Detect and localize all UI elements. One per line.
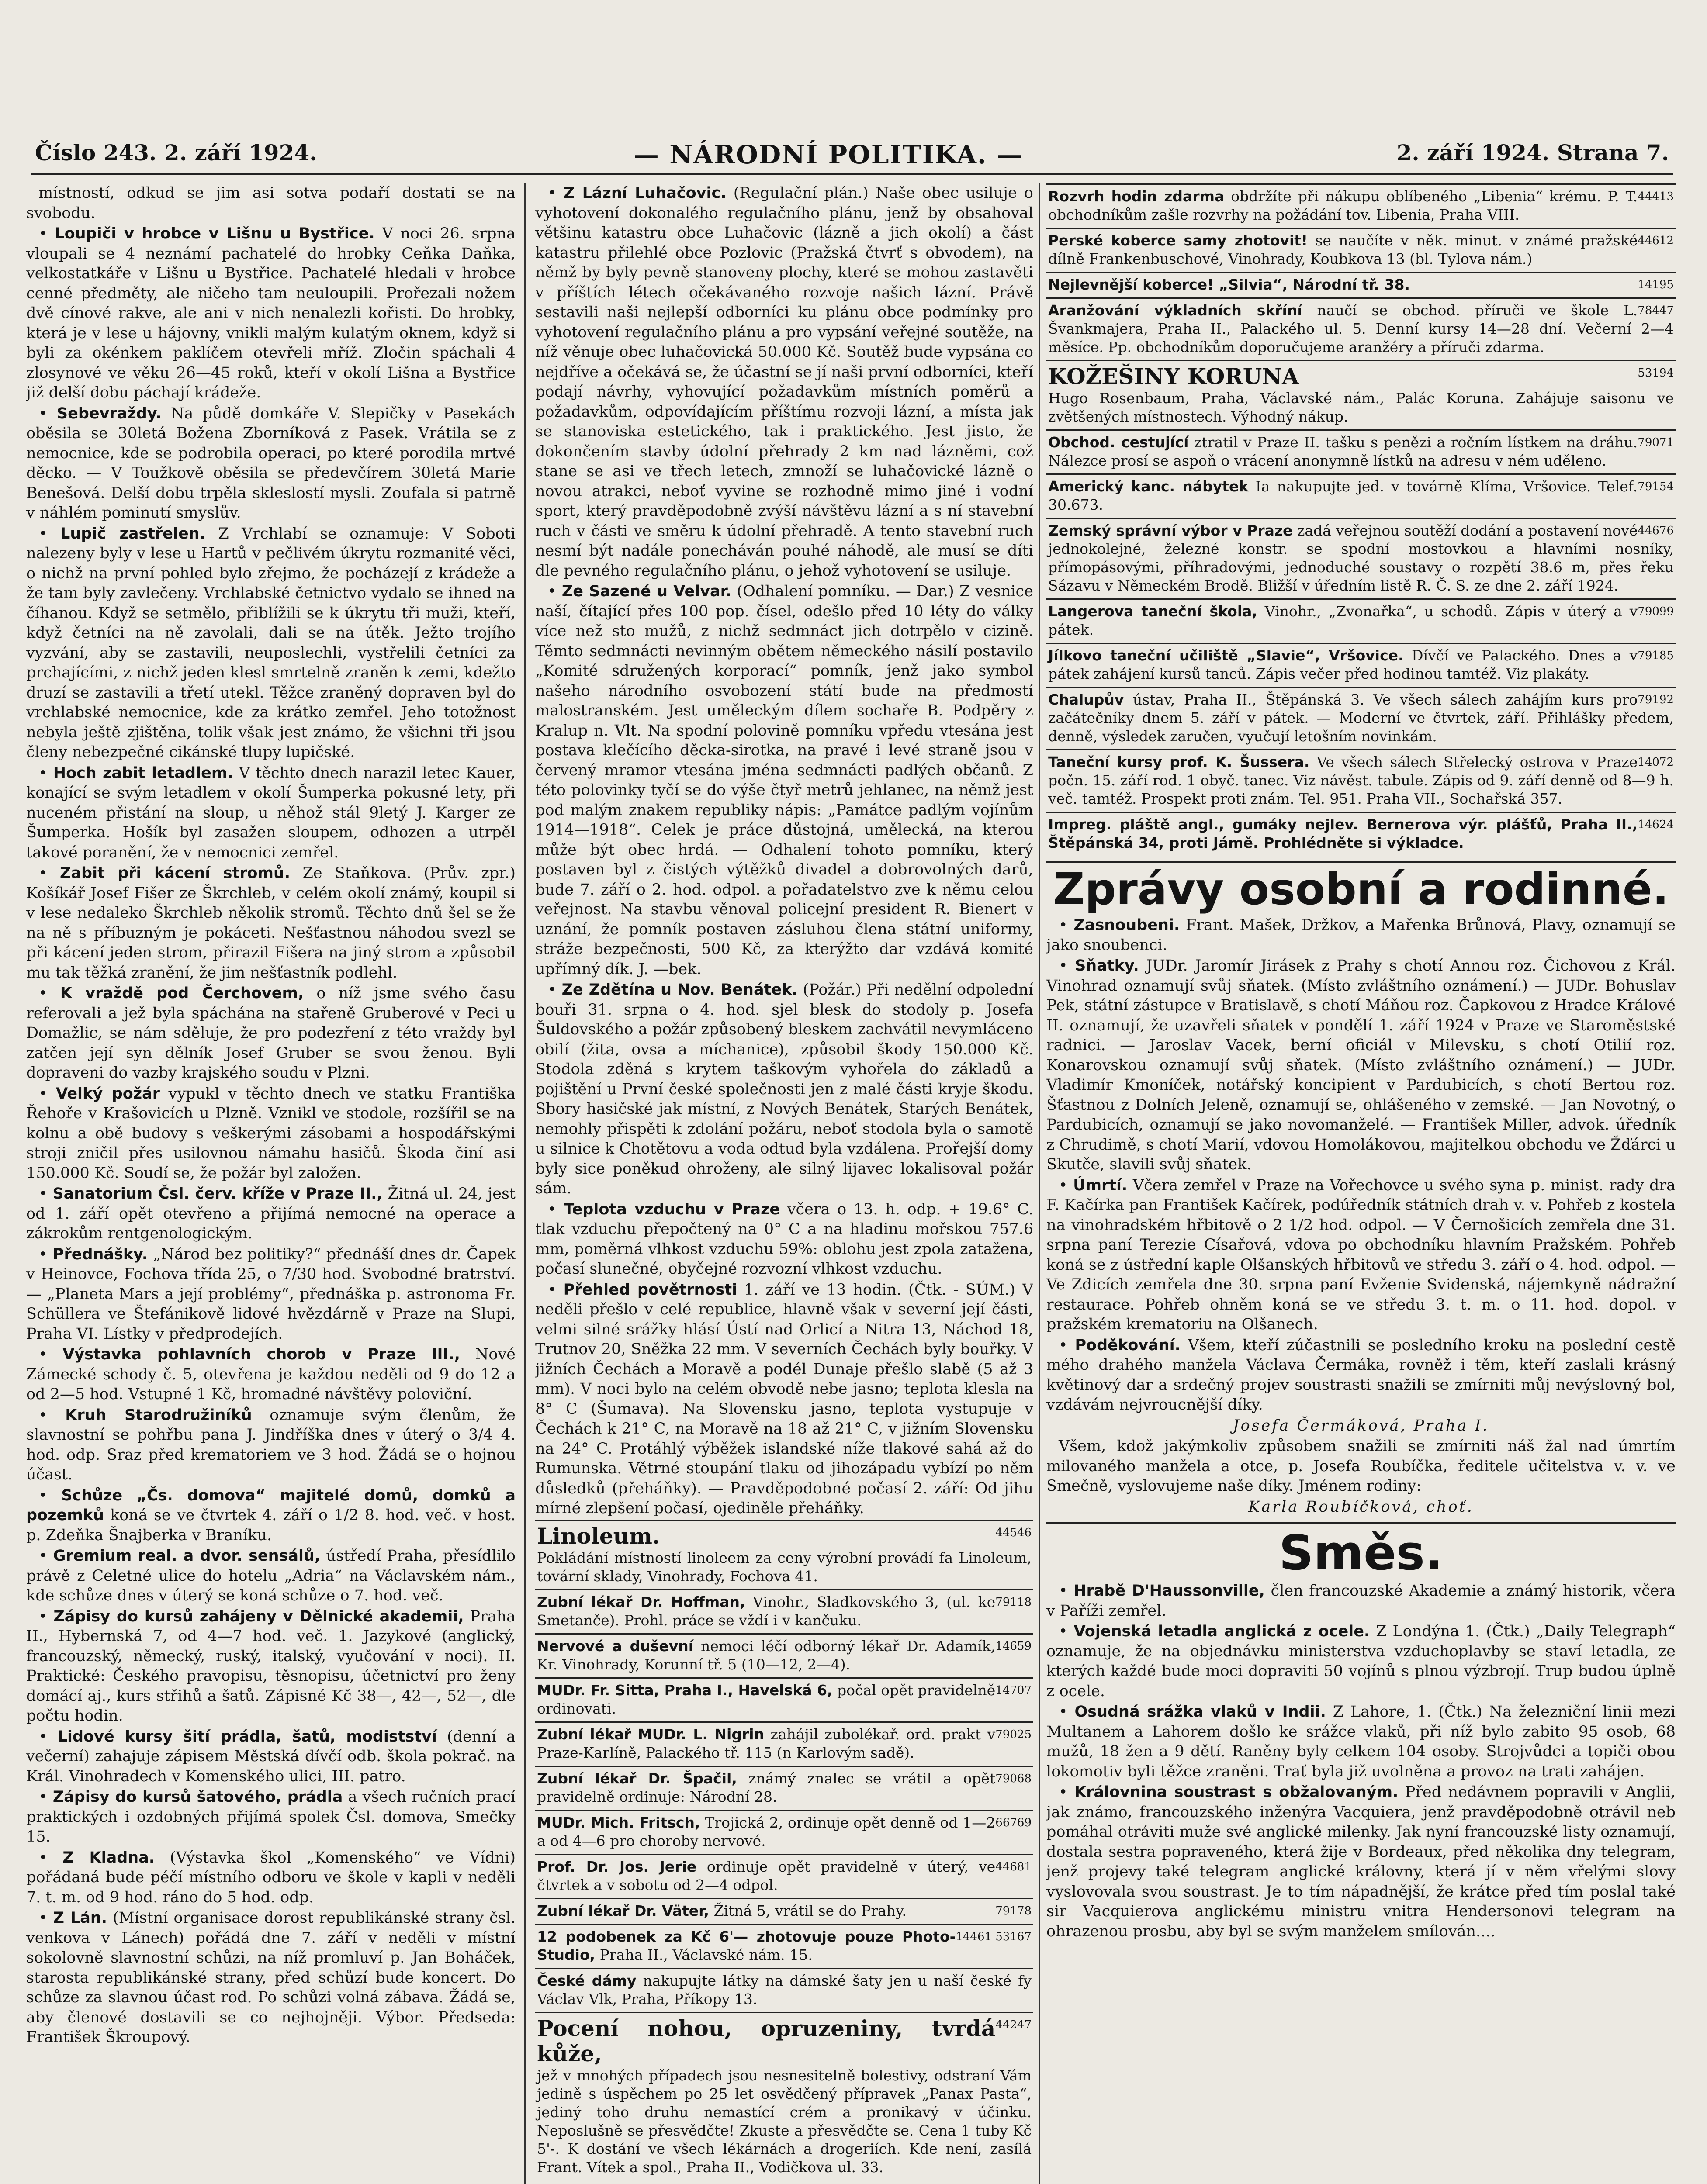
column-1-news <box>26 183 516 2184</box>
ad-reference-number: 79154 <box>1638 480 1674 493</box>
ad-text: Vinohr., „Zvonařka“, u schodů. Zápis v úterý a v pátek. <box>1048 603 1638 638</box>
column-divider <box>1039 183 1040 2184</box>
item-body: Před nedávnem popravili v Anglii, jak známo, francouzského inženýra Vacquiera, jenž pravděpodobně otrávil neb pomáhal otráviti muže své anglické milenky. Jak nyní francouzské listy oznamují, dostala sestra popraveného, která žije v Bordeaux, před několika dny telegram, jenž projevy také telegram anglické královny, která jí v něm vřelými slovy vyslovovala svou soustrast. Je to tím nápadnější, že krátce před tím poslal také sir Vacquierova anglickému ministru vnitra Hendersonovi telegram na ohrazenou prosbu, aby byl se svým manželem smílován.... <box>1046 1783 1676 1940</box>
classified-ad <box>535 1854 1033 1898</box>
news-article: • Výstavka pohlavních chorob v Praze III., Nové Zámecké schody č. 5, otevřena je každou neděli od 9 do 12 a od 2—5 hod. Vstupné 1 Kč, hromadné návštěvy poloviční. <box>26 1346 516 1403</box>
ad-text: Ve všech sálech Střelecký ostrova v Praze počn. 15. září rod. 1 obyč. tanec. Viz návěst. tabule. Zápis od 9. září denně od 8—9 h. več. tamtéž. Prospekt proti znám. Tel. 951. Praha VII., Sochařská 357. <box>1048 753 1674 807</box>
section-item: • Osudná srážka vlaků v Indii. Z Lahore, 1. (Čtk.) Na železniční linii mezi Multanem a Lahorem došlo ke srážce vlaků, při níž bylo zabito 95 osob, 68 mužů, 18 žen a 9 dětí. Raněny byly celkem 104 osoby. Strojvůdci a topiči obou lokomotiv byli těžce zraněni. Trať byla již uvolněna a provoz na trati zahájen. <box>1046 1703 1676 1780</box>
article-body: oznamuje svým členům, že slavnostní se pohřbu pana J. Jindříška dnes v úterý o 3/4 4. hod. odp. Sraz před krematoriem ve 3 hod. Žádá se o hojnou účast. <box>26 1406 516 1483</box>
ad-text: počal opět pravidelně ordinovati. <box>537 1681 996 1717</box>
article-headline: Loupiči v hrobce v Lišnu u Bystřice. <box>55 225 375 242</box>
classified-ad <box>535 2012 1033 2180</box>
news-article: • Ze Sazené u Velvar. (Odhalení pomníku. — Dar.) Z vesnice naší, čítající přes 100 pop. čísel, odešlo před 10 léty do války více než sto mužů, z nichž sedmnáct jich dotrpělo v cizině. Těmto sedmnácti nevinným obětem německého násilí postavilo „Komité sdružených korporací“ pomník, jenž jako symbol našeho národního osvobození státí bude na předmostí malostranském. Jest uměleckým dílem sochaře B. Podpěry z Kralup n. Vlt. Na spodní polovině pomníku vpředu vtesána jest postava klečícího děcka-sirotka, na pravé i levé straně jsou v červený mramor vtesána jména sedmnácti padlých občanů. Z této polovinky tyčí se do výše čtyř metrů jehlanec, na němž jest pod malým znakem republiky nápis: „Památce padlým vojínům 1914—1918“. Celek je práce důstojná, umělecká, na kterou může být obec hrdá. — Odhalení tohoto pomníku, který postaven byl z čistých výtěžků divadel a dobrovolných darů, bude 7. září o 2. hod. odpol. a pořadatelstvo zve k němu celou veřejnost. Na stavbu věnoval policejní president R. Bienert v uznání, že pomník postaven zásluhou člena státní uniformy, stráže bezpečnosti, 500 Kč, za kterýžto dar vzdává komité upřímný dík. J. —bek. <box>535 583 1033 978</box>
classified-ad <box>1046 228 1676 272</box>
article-headline: Gremium real. a dvor. sensálů, <box>53 1547 321 1565</box>
news-article: • Lupič zastřelen. Z Vrchlabí se oznamuje: V Soboti nalezeny byly v lese u Hartů v pečlivém úkrytu rozmanité věci, o nichž na první pohled bylo zřejmo, že pocházejí z krádeže a že tam byly zavlečeny. Vrchlabské četnictvo vydalo se ihned na číhanou. Když se setmělo, přiblížili se k úkrytu tři muži, kteří, když četníci na ně zavolali, dali se na útěk. Ježto trojího vyzvání, aby se zastavili, neuposlechli, vystřelili četníci za prchajícími, z nichž jeden klesl smrtelně zraněn k zemi, kdežto druzí se zastavili a třetí utekl. Těžce zraněný dopraven byl do vrchlabské nemocnice, kde za krátko zemřel. Jeho totožnost nebyla ještě zjištěna, tolik však jest známo, že všichni tři jsou členy nebezpečné cikánské tlupy lupičské. <box>26 525 516 761</box>
article-headline: Z Lán. <box>53 1909 107 1927</box>
classified-ad <box>535 1810 1033 1854</box>
article-headline: Přednášky. <box>52 1245 148 1263</box>
article-body: (Výstavka škol „Komenského“ ve Vídni) pořádaná bude péčí místního odboru ve škole v kapli v neděli 7. t. m. od 9 hod. ráno do 5 hod. odp. <box>26 1849 516 1906</box>
header-rule <box>31 173 1673 175</box>
ad-reference-number: 79118 <box>995 1595 1032 1609</box>
article-headline: Velký požár <box>56 1085 160 1102</box>
article-body: místností, odkud se jim asi sotva podaří dostati se na svobodu. <box>26 184 516 222</box>
section-item: • Hrabě D'Haussonville, člen francouzské Akademie a známý historik, včera v Paříži zemřel. <box>1046 1582 1676 1620</box>
classified-ad <box>535 1520 1033 1589</box>
ad-headline: Aranžování výkladních skříní <box>1048 302 1302 319</box>
article-headline: Sebevraždy. <box>56 404 162 422</box>
section-item <box>1046 1437 1676 1496</box>
news-article: • Loupiči v hrobce v Lišnu u Bystřice. V noci 26. srpna vloupali se 4 neznámí pachatelé do hrobky Ceňka Daňka, velkostatkáře v Lišnu u Bystřice. Pachatelé hledali v hrobce cenné předměty, ale ničeho tam neuloupili. Prořezali nožem dvě cínové rakve, ale ani v nich nenalezli kořisti. Do hrobky, která je v lese u hájovny, vnikli malým kulatým oknem, když si byli za okénkem paklíčem otevřeli mříž. Zločin spáchali 4 zlosynové ve věku 26—45 roků, kteří v okolí Lišna a Bystřice již delší dobu páchají krádeže. <box>26 225 516 401</box>
news-article: • Ze Zdětína u Nov. Benátek. (Požár.) Při nedělní odpolední bouři 31. srpna o 4. hod. sjel blesk do stodoly p. Josefa Šuldovského a požár způsobený bleskem zachvátil nevymláceno obilí (žita, ovsa a míchanice), způsobil škody 150.000 Kč. Stodola zděná s krytem taškovým vyhořela do základů a pojištění u První české společnosti jen z malé části kryje škodu. Sbory hasičské jak místní, z Nových Benátek, Starých Benátek, nemohly přispěti k zdolání požáru, neboť stodola byla o samotě u silnice k Chotětovu a voda odtud byla vzdálena. Prořejší domy byly sice poněkud ohroženy, ale silný lijavec lokalisoval požár sám. <box>535 981 1033 1197</box>
article-headline: Hoch zabit letadlem. <box>53 764 233 782</box>
date-page-number: 2. září 1924. Strana 7. <box>1396 140 1669 166</box>
ad-reference-number: 79099 <box>1638 605 1674 618</box>
article-headline: K vraždě pod Čerchovem, <box>60 985 304 1002</box>
classified-ad <box>1046 812 1676 856</box>
item-body: člen francouzské Akademie a známý historik, včera v Paříži zemřel. <box>1046 1582 1676 1620</box>
classified-ad <box>1046 643 1676 687</box>
ad-headline: Rozvrh hodin zdarma <box>1048 188 1225 205</box>
item-headline: Úmrtí. <box>1073 1176 1128 1194</box>
ad-headline: Americký kanc. nábytek <box>1048 478 1249 495</box>
classified-ad <box>1046 687 1676 749</box>
ad-headline: MUDr. Fr. Sitta, Praha I., Havelská 6, <box>537 1681 833 1699</box>
item-body: Všem, kdož jakýmkoliv způsobem snažili se zmírniti náš žal nad úmrtím milovaného manžela a otce, p. Josefa Roubíčka, ředitele učitelstva v. v. ve Smečně, vyslovujeme naše díky. Jménem rodiny: <box>1046 1438 1676 1495</box>
news-article: • Zápisy do kursů zahájeny v Dělnické akademii, Praha II., Hybernská 7, od 4—7 hod. več. 1. Jazykové (anglický, francouzský, německý, ruský, italský, vyučování v noci). II. Praktické: Českého pravopisu, těsnopisu, účetnictví pro ženy domácí aj., kurs střihů a šatů. Zápisné Kč 38—, 42—, 52—, dle počtu hodin. <box>26 1607 516 1724</box>
ad-headline: Chalupův <box>1048 691 1124 708</box>
item-headline: Královnina soustrast s obžalovaným. <box>1074 1783 1399 1801</box>
item-body: Z Londýna 1. (Čtk.) „Daily Telegraph“ oznamuje, že na objednávku ministerstva vzduchoplavby se staví letadla, ze kterých každé bude moci dopraviti 50 vojínů s plnou výzbrojí. Trup budou úplně z ocele. <box>1046 1623 1676 1700</box>
ad-reference-number: 53194 <box>1638 366 1674 380</box>
ad-headline: Perské koberce samy zhotovit! <box>1048 232 1308 249</box>
article-body: koná se ve čtvrtek 4. září o 1/2 8. hod. več. v host. p. Zdeňka Šnajberka v Braníku. <box>26 1507 516 1544</box>
ad-headline: Zubní lékař Dr. Špačil, <box>537 1769 737 1787</box>
ad-text: Dívčí ve Palackého. Dnes a v pátek zahájení kursů tanců. Zápis večer před hodinou tamtéž. Viz plakáty. <box>1048 647 1638 682</box>
ad-text: Pokládání místností linoleem za ceny výrobní provádí fa Linoleum, tovární sklady, Vinohrady, Fochova 41. <box>537 1549 1032 1585</box>
item-headline: Sňatky. <box>1075 957 1139 975</box>
ad-reference-number: 79025 <box>995 1728 1032 1741</box>
news-article <box>26 183 516 223</box>
classified-ad <box>535 1898 1033 1924</box>
article-body: V těchto dnech narazil letec Kauer, konající se svým letadlem v okolí Šumperka pokusné lety, při nuceném přistání na sloup, u něhož stál 9letý J. Karger ze Šumperka. Hošík byl zasažen sloupem, odhozen a utrpěl takové poranění, že v nemocnici zemřel. <box>26 764 516 861</box>
ad-reference-number: 14624 <box>1638 818 1674 831</box>
news-article: • K vraždě pod Čerchovem, o níž jsme svého času referovali a jež byla spáchána na stařeně Gruberové v Peci u Domažlic, se nám sděluje, že pro podezření z této vraždy byl zatčen její syn dělník Josef Gruber se svou ženou. Byli dopraveni do vazby krajského soudu v Plzni. <box>26 985 516 1082</box>
signature-line: Karla Roubíčková, choť. <box>1248 1498 1474 1516</box>
ad-text: Praha II., Václavské nám. 15. <box>599 1946 813 1963</box>
article-headline: Lupič zastřelen. <box>60 525 205 543</box>
masthead-title: — NÁRODNÍ POLITIKA. — <box>634 140 1023 169</box>
article-body: (Odhalení pomníku. — Dar.) Z vesnice naší, čítající přes 100 pop. čísel, odešlo před 10 léty do války více než sto mužů, z nichž sedmnáct jich dotrpělo v cizině. Těmto sedmnácti nevinným obětem německého násilí postavilo „Komité sdružených korporací“ pomník, jenž jako symbol našeho národního osvobození státí bude na předmostí malostranském. Jest uměleckým dílem sochaře B. Podpěry z Kralup n. Vlt. Na spodní polovině pomníku vpředu vtesána jest postava klečícího děcka-sirotka, na pravé i levé straně jsou v červený mramor vtesána jména sedmnácti padlých občanů. Z této polovinky tyčí se do výše čtyř metrů jehlanec, na němž jest pod malým znakem republiky nápis: „Památce padlým vojínům 1914—1918“. Celek je práce důstojná, umělecká, na kterou může být obec hrdá. — Odhalení tohoto pomníku, který postaven byl z čistých výtěžků divadel a dobrovolných darů, bude 7. září o 2. hod. odpol. a pořadatelstvo zve k němu celou veřejnost. Na stavbu věnoval policejní president R. Bienert v uznání, že pomník postaven zásluhou člena státní uniformy, stráže bezpečnosti, 500 Kč, za kterýžto dar vzdává komité upřímný dík. J. —bek. <box>535 583 1033 978</box>
classified-ad <box>535 1924 1033 1968</box>
news-article: • Z Kladna. (Výstavka škol „Komenského“ ve Vídni) pořádaná bude péčí místního odboru ve škole v kapli v neděli 7. t. m. od 9 hod. ráno do 5 hod. odp. <box>26 1849 516 1906</box>
news-article: • Lidové kursy šití prádla, šatů, modistství (denní a večerní) zahajuje zápisem Městská dívčí odb. škola pokrač. na Král. Vinohradech v Komenského ulici, III. patro. <box>26 1728 516 1785</box>
article-headline: Zápisy do kursů zahájeny v Dělnické akademii, <box>53 1607 464 1625</box>
section-item: • Sňatky. JUDr. Jaromír Jirásek z Prahy s chotí Annou roz. Čichovou z Král. Vinohrad oznamují svůj sňatek. (Místo zvláštního oznámení.) — JUDr. Bohuslav Pek, státní zástupce v Bratislavě, s chotí Máňou roz. Čapkovou z Hradce Králové II. oznamují, že uzavřeli sňatek v pondělí 1. září 1924 v Praze ve Staroměstské radnici. — Jaroslav Vacek, berní oficiál v Milevsku, s chotí Otilií roz. Konarovskou oznamují svůj sňatek. (Místo zvláštního oznámení.) — JUDr. Vladimír Kmoníček, notářský koncipient v Pardubicích, s chotí Bertou roz. Šťastnou z Dolních Jeleně, oznamují se, ohlášeného v zemské. — Jan Novotný, o Pardubicích, oznamují se jako novomanželé. — František Miller, advok. úředník z Chrudimě, s chotí Marií, vdovou Homolákovou, majitelkou obchodu ve Žďárci u Skutče, slavili svůj sňatek. <box>1046 957 1676 1173</box>
article-headline: Výstavka pohlavních chorob v Praze III., <box>62 1346 461 1363</box>
ad-reference-number: 79071 <box>1638 436 1674 449</box>
section-title-miscellany: Směs. <box>1046 1522 1676 1581</box>
section-miscellany <box>1046 1581 1676 1942</box>
ad-text: nemoci léčí odborný lékař Dr. Adamík, Kr. Vinohrady, Korunní tř. 5 (10—12, 2—4). <box>537 1637 996 1673</box>
ad-text: naučí se obchod. příruči ve škole L. Švankmajera, Praha II., Palackého ul. 5. Denní kursy 14—28 dní. Večerní 2—4 měsíce. Pp. obchodníkům doporučujeme aranžéry a příruči zdarma. <box>1048 302 1674 356</box>
article-headline: Přehled povětrnosti <box>563 1281 738 1299</box>
section-item: • Úmrtí. Včera zemřel v Praze na Vořechovce u svého syna p. minist. rady dra F. Kačírka pan František Kačírek, podúředník státních drah v. v. Pohřeb z kostela na vinohradském hřbitově o 2 1/2 hod. odpol. — V Černošicích zemřela dne 31. srpna paní Terezie Císařová, vdova po obchodníku hlavním Pražském. Pohřeb koná se z ústřední kaple Olšanských hřbitovů ve středu 3. září o 4. hod. odpol. — Ve Zdicích zemřela dne 30. srpna paní Evženie Svidenská, nájemkyně nádražní restaurace. Pohřeb ohněm koná se ve středu 3. t. m. o 11. hod. dopol. v pražském krematoriu na Olšanech. <box>1046 1176 1676 1333</box>
article-body: a všech ručních prací praktických i ozdobných přijímá spolek Čsl. domova, Smečky 15. <box>26 1788 516 1845</box>
signature-line: Josefa Čermáková, Praha I. <box>1233 1417 1489 1434</box>
article-headline: Schůze „Čs. domova“ majitelé domů, domků a pozemků <box>26 1486 516 1524</box>
ad-text: obdržíte při nákupu oblíbeného „Libenia“ krému. P. T. obchodníkům zašle rozvrhy na požádání tov. Libenia, Praha VIII. <box>1048 188 1638 223</box>
ad-headline: Zubní lékař Dr. Hoffman, <box>537 1593 745 1610</box>
ad-headline: Jílkovo taneční učiliště „Slavie“, Vršovice. <box>1048 647 1404 664</box>
news-article: • Teplota vzduchu v Praze včera o 13. h. odp. + 19.6° C. tlak vzduchu přepočtený na 0° C a na hladinu mořskou 757.6 mm, poměrná vlhkost vzduchu 59%: oblohu jest zpola zatažena, počasí slunečné, obyčejné rozvozní vlhkost vzduchu. <box>535 1200 1033 1278</box>
article-body: vypukl v těchto dnech ve statku Františka Řehoře v Krašovicích u Plzně. Vznikl ve stodole, rozšířil se na kolnu a obě budovy s veškerými zásobami a hospodářskými stroji zničil přes usilovnou námahu hasičů. Škoda činí asi 150.000 Kč. Soudí se, že požár byl založen. <box>26 1085 516 1182</box>
ad-reference-number: 14072 <box>1638 756 1674 769</box>
ad-text: Hugo Rosenbaum, Praha, Václavské nám., Palác Koruna. Zahájuje saisonu ve zvětšených místnostech. Výhodný nákup. <box>1048 390 1674 425</box>
ad-headline: Nejlevnější koberce! „Silvia“, Národní tř. 38. <box>1048 276 1410 293</box>
ad-headline: Zemský správní výbor v Praze <box>1048 522 1293 539</box>
article-headline: Ze Sazené u Velvar. <box>561 583 732 600</box>
ad-headline: Zubní lékař Dr. Väter, <box>537 1902 710 1919</box>
article-body: „Národ bez politiky?“ přednáší dnes dr. Čapek v Heinovce, Fochova třída 25, o 7/30 hod. Svobodné bratrství. — „Planeta Mars a její problémy“, přednáška p. astronoma Fr. Schüllera ve Štefánikově lidové hvězdárně v Praze na Slupi, Praha VI. Lístky v předprodejích. <box>26 1245 516 1343</box>
ad-reference-number: 66769 <box>995 1816 1032 1829</box>
ad-reference-number: 79068 <box>995 1772 1032 1785</box>
ad-reference-number: 79178 <box>995 1904 1032 1918</box>
item-headline: Vojenská letadla anglická z ocele. <box>1073 1623 1370 1640</box>
ad-reference-number: 78447 <box>1638 304 1674 317</box>
article-body: (Místní organisace dorost republikánské strany čsl. venkova v Lánech) pořádá dne 7. září v neděli v místní sokolovně slavnostní schůzi, na níž promluví p. Jan Boháček, starosta republikánské strany, před schůzí bude koncert. Do schůze za slavnou účast rod. Po schůzi volná zábava. Žádá se, aby členové dostavili se co nejhojněji. Výbor. Předseda: František Škroupový. <box>26 1909 516 2046</box>
section-item: • Poděkování. Všem, kteří zúčastnili se posledního kroku na poslední cestě mého drahého manžela Václava Čermáka, rovněž i těm, kteří zaslali krásný květinový dar a srdečný projev soustrasti snažili se zmírniti můj nevýslovný bol, vzdávám nejvroucnější díky. <box>1046 1336 1676 1413</box>
news-article: • Kruh Starodružiníků oznamuje svým členům, že slavnostní se pohřbu pana J. Jindříška dnes v úterý o 3/4 4. hod. odp. Sraz před krematoriem ve 3 hod. Žádá se o hojnou účast. <box>26 1406 516 1483</box>
classified-ad <box>535 1766 1033 1810</box>
article-headline: Z Kladna. <box>62 1849 155 1866</box>
ad-text: zadá veřejnou soutěží dodání a postavení nové jednokolejné, železné konstr. se spodní mostovkou a hlavními nosníky, přímopásovými, příhradovými, jednoduché soustavy o rozpětí 38.6 m, přes řeku Sázavu v Německém Brodě. Bližší v úředním listě R. Č. S. ze dne 2. září 1924. <box>1048 522 1674 594</box>
item-body: Všem, kteří zúčastnili se posledního kroku na poslední cestě mého drahého manžela Václava Čermáka, rovněž i těm, kteří zaslali krásný květinový dar a srdečný projev soustrasti snažili se zmírniti můj nevýslovný bol, vzdávám nejvroucnější díky. <box>1046 1336 1676 1413</box>
ad-text: Trojická 2, ordinuje opět denně od 1—2 a od 4—6 pro choroby nervové. <box>537 1814 996 1849</box>
news-article: • Zápisy do kursů šatového, prádla a všech ručních prací praktických i ozdobných přijímá spolek Čsl. domova, Smečky 15. <box>26 1788 516 1845</box>
classified-ad <box>1046 473 1676 518</box>
article-body: včera o 13. h. odp. + 19.6° C. tlak vzduchu přepočtený na 0° C a na hladinu mořskou 757.6 mm, poměrná vlhkost vzduchu 59%: oblohu jest zpola zatažena, počasí slunečné, obyčejné rozvozní vlhkost vzduchu. <box>535 1200 1033 1278</box>
column-2 <box>535 183 1033 2184</box>
ad-text: zahájil zubolékař. ord. prakt v Praze-Karlíně, Palackého tř. 115 (n Karlovým sadě). <box>537 1725 996 1761</box>
article-body: Z Vrchlabí se oznamuje: V Soboti nalezeny byly v lese u Hartů v pečlivém úkrytu rozmanité věci, o nichž na první pohled bylo zřejmo, že pocházejí z krádeže a že tam byly zavlečeny. Vrchlabské četnictvo vydalo se ihned na číhanou. Když se setmělo, přiblížili se k úkrytu tři muži, kteří, když četníci na ně zavolali, dali se na útěk. Ježto trojího vyzvání, aby se zastavili, neuposlechli, vystřelili četníci za prchajícími, z nichž jeden klesl smrtelně zraněn k zemi, kdežto druzí se zastavili a třetí utekl. Těžce zraněný dopraven byl do vrchlabské nemocnice, kde za krátko zemřel. Jeho totožnost nebyla ještě zjištěna, tolik však jest známo, že všichni tři jsou členy nebezpečné cikánské tlupy lupičské. <box>26 525 516 761</box>
article-body: (Požár.) Při nedělní odpolední bouři 31. srpna o 4. hod. sjel blesk do stodoly p. Josefa Šuldovského a požár způsobený bleskem zachvátil nevymláceno obilí (žita, ovsa a míchanice), způsobil škody 150.000 Kč. Stodola zděná s krytem taškovým vyhořela do základů a pojištění u První české společnosti jen z malé části kryje škodu. Sbory hasičské jak místní, z Nových Benátek, Starých Benátek, nemohly přispěti k zdolání požáru, neboť stodola byla o samotě u silnice k Chotětovu a voda odtud byla vzdálena. Prořejší domy byly sice poněkud ohroženy, ale silný lijavec lokalisoval požár sám. <box>535 981 1033 1197</box>
ad-text: ordinuje opět pravidelně v úterý, ve čtvrtek a v sobotu od 2—4 odpol. <box>537 1858 996 1894</box>
article-body: o níž jsme svého času referovali a jež byla spáchána na stařeně Gruberové v Peci u Domažlic, se nám sděluje, že pro podezření z této vraždy byl zatčen její syn dělník Josef Gruber se svou ženou. Byli dopraveni do vazby krajského soudu v Plzni. <box>26 985 516 1082</box>
ad-reference-number: 14461 53167 <box>956 1930 1032 1943</box>
classified-ad <box>1046 749 1676 812</box>
classified-ad <box>535 1968 1033 2012</box>
article-body: Ze Staňkova. (Prův. zpr.) Košíkář Josef Fišer ze Škrchleb, v celém okolí známý, koupil si v lese nedaleko Škrchleb několik stromů. Těchto dnů šel se že na ně s příbuzným je pokáceti. Nešťastnou náhodou svezl se při kácení jeden strom, přirazil Fišera na jiný strom a způsobil mu tak těžká zranění, že jim nešťastník podlehl. <box>26 864 516 981</box>
ad-text: Ia nakupujte jed. v továrně Klíma, Vršovice. Telef. 30.673. <box>1048 478 1638 513</box>
item-headline: Poděkování. <box>1075 1336 1181 1354</box>
ad-text: se naučíte v něk. minut. v známé pražské dílně Frankenbuschové, Vinohrady, Koubkova 13 (bl. Tylova nám.) <box>1048 232 1638 267</box>
ad-headline: Impreg. pláště angl., gumáky nejlev. Bernerova výr. plášťů, Praha II., Štěpánská 34, proti Jámě. Prohlédněte si výkladce. <box>1048 816 1638 851</box>
column-3 <box>1046 183 1676 2184</box>
news-article: • Z Lázní Luhačovic. (Regulační plán.) Naše obec usiluje o vyhotovení dokonalého regulačního plánu, jenž by obsahoval většinu katastru obce Luhačovic (lázně a jich okolí) a část katastru přilehlé obce Pozlovic (Pražská čtvrť s obvodem), na němž by byly pevně stanoveny plochy, které se mohou zastavěti v příštích létech očekávaného rozvoje našich lázní. Právě sestavili naši nejlepší odborníci ku plánu obce podmínky pro vyhotovení regulačního plánu a pro vypsání veřejné soutěže, na níž věnuje obec luhačovická 50.000 Kč. Soutěž bude vypsána co nejdříve a očekává se, že účastní se jí naši první odborníci, kteří podají návrhy, vyhovující požadavkům místních poměrů a požadavkům, odpovídajícím příštímu rozvoji lázní, a místa jak se stanoviska estetického, tak i praktického. Jest jisto, že dokončením stavby údolní přehrady 2 km nad lázněmi, což stane se asi ve třech letech, zmnoží se luhačovické lázně o novou atrakci, neboť vyvine se rozhodně mimo jiné i vodní sport, který pravděpodobně zvýší návštěvu lázní a s ní stavební ruch v části ve směru k údolní přehradě. A tento stavební ruch nesmí být nadále ponecháván pouhé náhodě, ale musí se díti dle pevného regulačního plánu, o jehož vyhotovení se usiluje. <box>535 184 1033 580</box>
ad-text: známý znalec se vrátil a opět pravidelně ordinuje: Národní 28. <box>537 1769 996 1805</box>
classified-ad <box>1046 429 1676 473</box>
issue-number-date: Číslo 243. 2. září 1924. <box>35 140 317 166</box>
ad-reference-number: 44681 <box>995 1860 1032 1873</box>
item-body: JUDr. Jaromír Jirásek z Prahy s chotí Annou roz. Čichovou z Král. Vinohrad oznamují svůj sňatek. (Místo zvláštního oznámení.) — JUDr. Bohuslav Pek, státní zástupce v Bratislavě, s chotí Máňou roz. Čapkovou z Hradce Králové II. oznamují, že uzavřeli sňatek v pondělí 1. září 1924 v Praze ve Staroměstské radnici. — Jaroslav Vacek, berní oficiál v Milevsku, s chotí Otilií roz. Konarovskou oznamují svůj sňatek. (Místo zvláštního oznámení.) — JUDr. Vladimír Kmoníček, notářský koncipient v Pardubicích, s chotí Bertou roz. Šťastnou z Dolních Jeleně, oznamují se, ohlášeného v zemské. — Jan Novotný, o Pardubicích, oznamují se jako novomanželé. — František Miller, advok. úředník z Chrudimě, s chotí Marií, vdovou Homolákovou, majitelkou obchodu ve Žďárci u Skutče, slavili svůj sňatek. <box>1046 957 1676 1173</box>
article-body: (Regulační plán.) Naše obec usiluje o vyhotovení dokonalého regulačního plánu, jenž by obsahoval většinu katastru obce Luhačovic (lázně a jich okolí) a část katastru přilehlé obce Pozlovic (Pražská čtvrť s obvodem), na němž by byly pevně stanoveny plochy, které se mohou zastavěti v příštích létech očekávaného rozvoje našich lázní. Právě sestavili naši nejlepší odborníci ku plánu obce podmínky pro vyhotovení regulačního plánu a pro vypsání veřejné soutěže, na níž věnuje obec luhačovická 50.000 Kč. Soutěž bude vypsána co nejdříve a očekává se, že účastní se jí naši první odborníci, kteří podají návrhy, vyhovující požadavkům místních poměrů a požadavkům, odpovídajícím příštímu rozvoji lázní, a místa jak se stanoviska estetického, tak i praktického. Jest jisto, že dokončením stavby údolní přehrady 2 km nad lázněmi, což stane se asi ve třech letech, zmnoží se luhačovické lázně o novou atrakci, neboť vyvine se rozhodně mimo jiné i vodní sport, který pravděpodobně zvýší návštěvu lázní a s ní stavební ruch v části ve směru k údolní přehradě. A tento stavební ruch nesmí být nadále ponecháván pouhé náhodě, ale musí se díti dle pevného regulačního plánu, o jehož vyhotovení se usiluje. <box>535 184 1033 580</box>
column-3-classifieds <box>1046 183 1676 856</box>
ad-headline: Prof. Dr. Jos. Jerie <box>537 1858 697 1875</box>
news-article: • Sebevraždy. Na půdě domkáře V. Slepičky v Pasekách oběsila se 30letá Božena Zborníková z Pasek. Vrátila se z nemocnice, kde se podrobila operaci, po které porodila mrtvé děcko. — V Toužkově oběsila se předevčírem 30letá Marie Benešová. Delší dobu trpěla skleslostí mysli. Zoufala si patrně v náhlém pominutí smyslův. <box>26 404 516 522</box>
ad-reference-number: 44247 <box>995 2018 1032 2032</box>
article-headline: Z Lázní Luhačovic. <box>563 184 727 202</box>
classified-ad <box>535 1677 1033 1721</box>
classified-ad <box>1046 598 1676 643</box>
article-headline: Ze Zdětína u Nov. Benátek. <box>561 981 798 999</box>
ad-text: nakupujte látky na dámské šaty jen u naší české fy Václav Vlk, Praha, Příkopy 13. <box>537 1972 1032 2008</box>
ad-text: Žitná 5, vrátil se do Prahy. <box>713 1902 907 1919</box>
article-headline: Lidové kursy šití prádla, šatů, modistství <box>57 1728 437 1745</box>
section-title-personal: Zprávy osobní a rodinné. <box>1046 861 1676 916</box>
classified-ad <box>535 1589 1033 1633</box>
news-article: • Přednášky. „Národ bez politiky?“ přednáší dnes dr. Čapek v Heinovce, Fochova třída 25, o 7/30 hod. Svobodné bratrství. — „Planeta Mars a její problémy“, přednáška p. astronoma Fr. Schüllera ve Štefánikově lidové hvězdárně v Praze na Slupi, Praha VI. Lístky v předprodejích. <box>26 1245 516 1343</box>
ad-headline: 12 podobenek za Kč 6'— zhotovuje pouze Photo-Studio, <box>537 1928 956 1963</box>
classified-ad <box>1046 183 1676 228</box>
ad-reference-number: 79185 <box>1638 649 1674 662</box>
ad-reference-number: 79192 <box>1638 693 1674 706</box>
ad-headline: Nervové a duševní <box>537 1637 694 1655</box>
ad-headline: MUDr. Mich. Fritsch, <box>537 1814 700 1831</box>
ad-reference-number: 14195 <box>1638 278 1674 291</box>
section-personal-news <box>1046 916 1676 1517</box>
section-item: • Zasnoubeni. Frant. Mašek, Držkov, a Mařenka Brůnová, Plavy, oznamují se jako snoubenci. <box>1046 916 1676 954</box>
news-article: • Sanatorium Čsl. červ. kříže v Praze II., Žitná ul. 24, jest od 1. září opět otevřeno a přijímá nemocné na operace a zákrokům rentgenologickým. <box>26 1185 516 1242</box>
article-headline: Teplota vzduchu v Praze <box>564 1200 780 1218</box>
article-body: Nové Zámecké schody č. 5, otevřena je každou neděli od 9 do 12 a od 2—5 hod. Vstupné 1 Kč, hromadné návštěvy poloviční. <box>26 1346 516 1403</box>
article-body: V noci 26. srpna vloupali se 4 neznámí pachatelé do hrobky Ceňka Daňka, velkostatkáře v Lišnu u Bystřice. Pachatelé hledali v hrobce cenné předměty, ale ničeho tam neuloupili. Prořezali nožem dvě cínové rakve, ale ani v nich nenalezli kořisti. Do hrobky, která je v lese u hájovny, vnikli malým kulatým oknem, když si byli za okénkem paklíčem otevřeli mříž. Zločin spáchali 4 zlosynové ve věku 26—45 roků, kteří v okolí Lišna a Bystřice již delší dobu páchají krádeže. <box>26 225 516 401</box>
article-body: (denní a večerní) zahajuje zápisem Městská dívčí odb. škola pokrač. na Král. Vinohradech v Komenského ulici, III. patro. <box>26 1728 516 1785</box>
ad-text: ztratil v Praze II. tašku s penězi a ročním lístkem na dráhu. Nálezce prosí se aspoň o vrácení anonymně lístků na adresu v ném uděleno. <box>1048 434 1638 469</box>
ad-headline: Linoleum. <box>537 1523 660 1549</box>
ad-text: Vinohr., Sladkovského 3, (ul. ke Smetanče). Prohl. práce se vždí i v kančuku. <box>537 1593 996 1629</box>
news-article: • Schůze „Čs. domova“ majitelé domů, domků a pozemků koná se ve čtvrtek 4. září o 1/2 8. hod. več. v host. p. Zdeňka Šnajberka v Braníku. <box>26 1486 516 1544</box>
article-body: 1. září ve 13 hodin. (Čtk. - SÚM.) V neděli přešlo v celé republice, hlavně však v severní její části, velmi silné srážky hlásí Ústí nad Orlicí a Nitra 13, Náchod 18, Trutnov 20, Sněžka 22 mm. V severních Čechách byly bouřky. V jižních Čechách a Moravě a podél Dunaje přešlo slabě (5 až 3 mm). V noci bylo na celém obvodě nebe jasno; teplota klesla na 8° C (Šumava). Na Slovensku jasno, teplota vystupuje v Čechách k 21° C, na Moravě na 18 až 21° C, v jižním Slovensku na 24° C. Protáhlý výběžek islandské níže tlakové sahá až do Rumunska. Větrné stoupání tlaku od jihozápadu vybízí po něm důsledků (přeháňky). — Pravděpodobné počasí 2. září: Od jihu mírné zlepšení počasí, ojediněle přeháňky. <box>535 1281 1033 1517</box>
classified-ad <box>535 1633 1033 1677</box>
item-headline: Osudná srážka vlaků v Indii. <box>1074 1703 1326 1721</box>
news-article: • Velký požár vypukl v těchto dnech ve statku Františka Řehoře v Krašovicích u Plzně. Vznikl ve stodole, rozšířil se na kolnu a obě budovy s veškerými zásobami a hospodářskými stroji zničil přes usilovnou námahu hasičů. Škoda činí asi 150.000 Kč. Soudí se, že požár byl založen. <box>26 1085 516 1182</box>
news-article: • Zabit při kácení stromů. Ze Staňkova. (Prův. zpr.) Košíkář Josef Fišer ze Škrchleb, v celém okolí známý, koupil si v lese nedaleko Škrchleb několik stromů. Těchto dnů šel se že na ně s příbuzným je pokáceti. Nešťastnou náhodou svezl se při kácení jeden strom, přirazil Fišera na jiný strom a způsobil mu tak těžká zranění, že jim nešťastník podlehl. <box>26 864 516 981</box>
classified-ad <box>1046 360 1676 429</box>
article-headline: Zabit při kácení stromů. <box>60 864 291 882</box>
ad-reference-number: 44413 <box>1638 190 1674 203</box>
item-body: Frant. Mašek, Držkov, a Mařenka Brůnová, Plavy, oznamují se jako snoubenci. <box>1046 916 1676 954</box>
ad-headline: Zubní lékař MUDr. L. Nigrin <box>537 1725 765 1743</box>
article-headline: Kruh Starodružiníků <box>65 1406 252 1424</box>
page-header <box>31 131 1673 170</box>
ad-headline: Taneční kursy prof. K. Šussera. <box>1048 753 1310 771</box>
article-body: Na půdě domkáře V. Slepičky v Pasekách oběsila se 30letá Božena Zborníková z Pasek. Vrátila se z nemocnice, kde se podrobila operaci, po které porodila mrtvé děcko. — V Toužkově oběsila se předevčírem 30letá Marie Benešová. Delší dobu trpěla skleslostí mysli. Zoufala si patrně v náhlém pominutí smyslův. <box>26 404 516 522</box>
item-body: Z Lahore, 1. (Čtk.) Na železniční linii mezi Multanem a Lahorem došlo ke srážce vlaků, při níž bylo zabito 95 osob, 68 mužů, 18 žen a 9 dětí. Raněny byly celkem 104 osoby. Strojvůdci a topiči obou lokomotiv byli těžce zraněni. Trať byla již uvolněna a provoz na trati zahájen. <box>1046 1703 1676 1780</box>
item-body: Včera zemřel v Praze na Vořechovce u svého syna p. minist. rady dra F. Kačírka pan František Kačírek, podúředník státních drah v. v. Pohřeb z kostela na vinohradském hřbitově o 2 1/2 hod. odpol. — V Černošicích zemřela dne 31. srpna paní Terezie Císařová, vdova po obchodníku hlavním Pražském. Pohřeb koná se z ústřední kaple Olšanských hřbitovů ve středu 3. září o 4. hod. odpol. — Ve Zdicích zemřela dne 30. srpna paní Evženie Svidenská, nájemkyně nádražní restaurace. Pohřeb ohněm koná se ve středu 3. t. m. o 11. hod. dopol. v pražském krematoriu na Olšanech. <box>1046 1176 1676 1333</box>
news-article: • Z Lán. (Místní organisace dorost republikánské strany čsl. venkova v Lánech) pořádá dne 7. září v neděli v místní sokolovně slavnostní schůzi, na níž promluví p. Jan Boháček, starosta republikánské strany, před schůzí bude koncert. Do schůze za slavnou účast rod. Po schůzi volná zábava. Žádá se, aby členové dostavili se co nejhojněji. Výbor. Předseda: František Škroupový. <box>26 1909 516 2046</box>
ad-reference-number: 44612 <box>1638 234 1674 247</box>
classified-ad <box>1046 297 1676 360</box>
ad-headline: KOŽEŠINY KORUNA <box>1048 363 1299 389</box>
ad-reference-number: 14707 <box>995 1683 1032 1697</box>
news-article: • Gremium real. a dvor. sensálů, ústředí Praha, přesídlilo právě z Celetné ulice do hotelu „Adria“ na Václavském nám., kde schůze dnes v úterý se koná schůze o 7. hod. več. <box>26 1547 516 1604</box>
item-headline: Zasnoubeni. <box>1073 916 1180 934</box>
item-headline: Hrabě D'Haussonville, <box>1073 1582 1265 1600</box>
ad-headline: Langerova taneční škola, <box>1048 603 1257 620</box>
ad-headline: Obchod. cestující <box>1048 434 1189 451</box>
column-2-news <box>535 183 1033 1519</box>
section-item: • Vojenská letadla anglická z ocele. Z Londýna 1. (Čtk.) „Daily Telegraph“ oznamuje, že na objednávku ministerstva vzduchoplavby se staví letadla, ze kterých každé bude moci dopraviti 50 vojínů s plnou výzbrojí. Trup budou úplně z ocele. <box>1046 1623 1676 1700</box>
ad-headline: České dámy <box>537 1972 637 1989</box>
column-2-classifieds <box>535 1520 1033 2180</box>
column-divider <box>524 183 526 2184</box>
ad-reference-number: 44546 <box>995 1526 1032 1539</box>
article-body: Praha II., Hybernská 7, od 4—7 hod. več. 1. Jazykové (anglický, francouzský, německý, ruský, italský, vyučování v noci). II. Praktické: Českého pravopisu, těsnopisu, účetnictví pro ženy domácí aj., kurs střihů a šatů. Zápisné Kč 38—, 42—, 52—, dle počtu hodin. <box>26 1607 516 1724</box>
ad-reference-number: 44676 <box>1638 524 1674 537</box>
article-body: Žitná ul. 24, jest od 1. září opět otevřeno a přijímá nemocné na operace a zákrokům rentgenologickým. <box>26 1185 516 1242</box>
news-article: • Hoch zabit letadlem. V těchto dnech narazil letec Kauer, konající se svým letadlem v okolí Šumperka pokusné lety, při nuceném přistání na sloup, u něhož stál 9letý J. Karger ze Šumperka. Hošík byl zasažen sloupem, odhozen a utrpěl takové poranění, že v nemocnici zemřel. <box>26 764 516 861</box>
ad-text: jež v mnohých případech jsou nesnesitelně bolestivy, odstraní Vám jedině s úspěchem po 25 let osvědčený přípravek „Panax Pasta“, jediný toho druhu nemastící crém a pronikavý v účinku. Neposlušně se přesvědčte! Zkuste a přesvědčte se. Cena 1 tuby Kč 5'-. K dostání ve všech lékárnách a drogeriích. Kde není, zasílá Frant. Vítek a spol., Praha II., Vodičkova ul. 33. <box>537 2067 1032 2176</box>
ad-text: ústav, Praha II., Štěpánská 3. Ve všech sálech zahájím kurs pro začátečníky dnem 5. září v pátek. — Moderní ve čtvrtek, září. Přihlášky předem, denně, výsledek zaručen, vyučují letošním novinkám. <box>1048 691 1674 745</box>
section-item: • Královnina soustrast s obžalovaným. Před nedávnem popravili v Anglii, jak známo, francouzského inženýra Vacquiera, jenž pravděpodobně otrávil neb pomáhal otráviti muže své anglické milenky. Jak nyní francouzské listy oznamují, dostala sestra popraveného, která žije v Bordeaux, před několika dny telegram, jenž projevy také telegram anglické královny, která jí v něm vřelými slovy vyslovovala svou soustrast. Je to tím nápadnější, že krátce před tím poslal také sir Vacquierova anglickému ministru vnitra Hendersonovi telegram na ohrazenou prosbu, aby byl se svým manželem smílován.... <box>1046 1783 1676 1940</box>
classified-ad <box>535 1721 1033 1766</box>
news-article: • Přehled povětrnosti 1. září ve 13 hodin. (Čtk. - SÚM.) V neděli přešlo v celé republice, hlavně však v severní její části, velmi silné srážky hlásí Ústí nad Orlicí a Nitra 13, Náchod 18, Trutnov 20, Sněžka 22 mm. V severních Čechách byly bouřky. V jižních Čechách a Moravě a podél Dunaje přešlo slabě (5 až 3 mm). V noci bylo na celém obvodě nebe jasno; teplota klesla na 8° C (Šumava). Na Slovensku jasno, teplota vystupuje v Čechách k 21° C, na Moravě na 18 až 21° C, v jižním Slovensku na 24° C. Protáhlý výběžek islandské níže tlakové sahá až do Rumunska. Větrné stoupání tlaku od jihozápadu vybízí po něm důsledků (přeháňky). — Pravděpodobné počasí 2. září: Od jihu mírné zlepšení počasí, ojediněle přeháňky. <box>535 1281 1033 1517</box>
classified-ad <box>1046 518 1676 598</box>
article-headline: Zápisy do kursů šatového, prádla <box>52 1788 343 1806</box>
article-headline: Sanatorium Čsl. červ. kříže v Praze II., <box>52 1185 383 1203</box>
classified-ad <box>1046 272 1676 297</box>
ad-headline: Pocení nohou, opruzeniny, tvrdá kůže, <box>537 2015 996 2067</box>
ad-reference-number: 14659 <box>995 1639 1032 1653</box>
article-body: ústředí Praha, přesídlilo právě z Celetné ulice do hotelu „Adria“ na Václavském nám., kde schůze dnes v úterý se koná schůze o 7. hod. več. <box>26 1547 516 1604</box>
